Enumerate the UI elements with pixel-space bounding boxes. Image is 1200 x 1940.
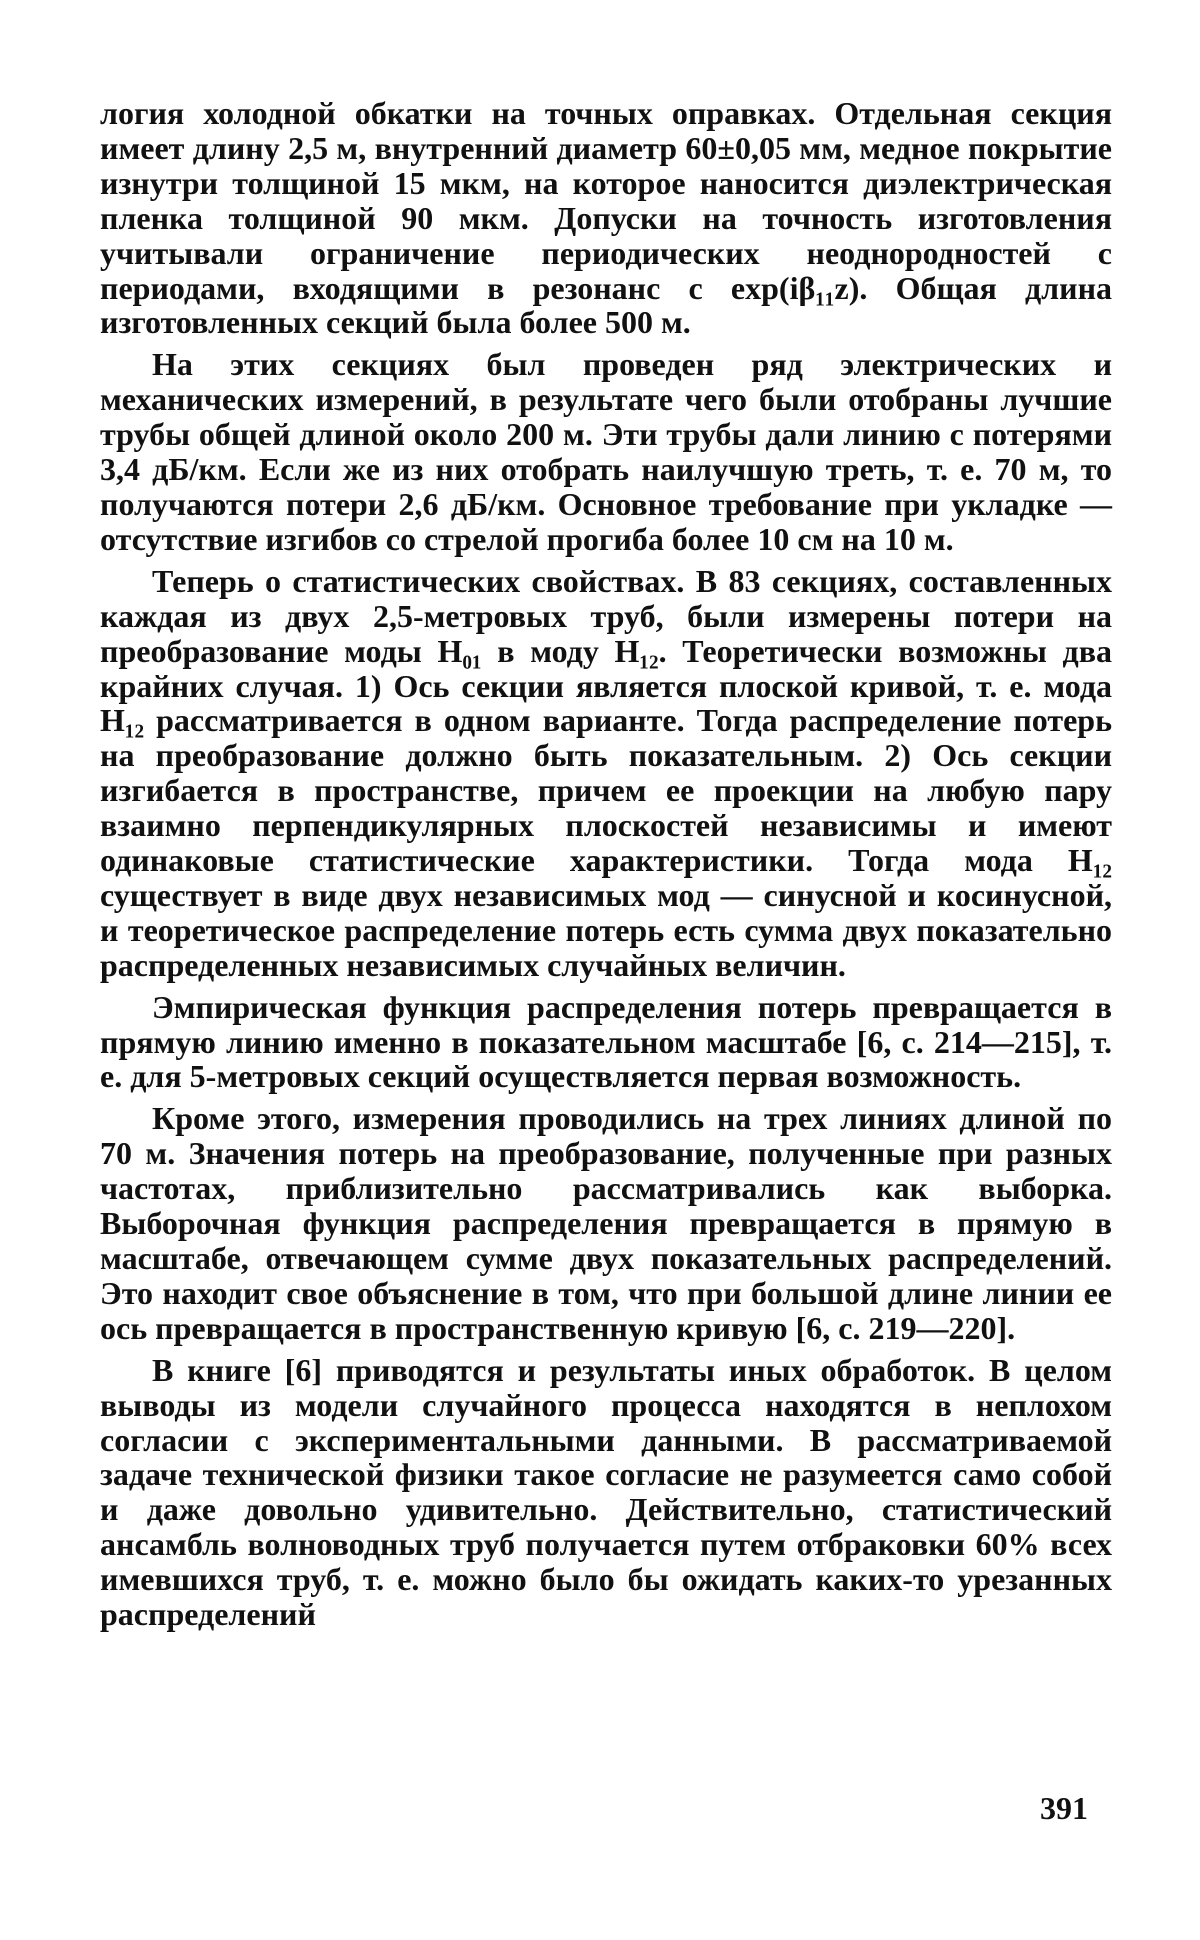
- paragraph-book: В книге [6] приводятся и результаты иных обработок. В целом выводы из модели случайного процесса находятся в неплохом согласии с экспериментальными данными. В рассматриваемой задаче технической физики такое согласие не разумеется само собой и даже довольно удивительно. Действительно, статистический ансамбль волноводных труб получается путем отбраковки 60% всех имевшихся труб, т. е. можно было бы ожидать каких-то урезанных распределений: [100, 1351, 1112, 1633]
- body-text: [100, 96, 1112, 1639]
- paragraph-measurements: На этих секциях был проведен ряд электрических и механических измерений, в результате чего были отобраны лучшие трубы общей длиной около 200 м. Эти трубы дали линию с потерями 3,4 дБ/км. Если же из них отобрать наилучшую треть, т. е. 70 м, то получаются потери 2,6 дБ/км. Основное требование при укладке — отсутствие изгибов со стрелой прогиба более 10 см на 10 м.: [100, 346, 1112, 557]
- paragraph-continued: логия холодной обкатки на точных оправках. Отдельная секция имеет длину 2,5 м, внутренний диаметр 60±0,05 мм, медное покрытие изнутри толщиной 15 мкм, на которое наносится диэлектрическая пленка толщиной 90 мкм. Допуски на точность изготовления учитывали ограничение периодических неоднородностей с периодами, входящими в резонанс с exp(iβ₁₁z). Общая длина изготовленных секций была более 500 м.: [100, 95, 1112, 341]
- paragraph-statistics: Теперь о статистических свойствах. В 83 секциях, составленных каждая из двух 2,5-метровых труб, были измерены потери на преобразование моды H₀₁ в моду H₁₂. Теоретически возможны два крайних случая. 1) Ось секции является плоской кривой, т. е. мода H₁₂ рассматривается в одном варианте. Тогда распределение потерь на преобразование должно быть показательным. 2) Ось секции изгибается в пространстве, причем ее проекции на любую пару взаимно перпендикулярных плоскостей независимы и имеют одинаковые статистические характеристики. Тогда мода H₁₂ существует в виде двух независимых мод — синусной и косинусной, и теоретическое распределение потерь есть сумма двух показательно распределенных независимых случайных величин.: [100, 562, 1112, 983]
- paragraph-empirical: Эмпирическая функция распределения потерь превращается в прямую линию именно в показательном масштабе [6, с. 214—215], т. е. для 5-метровых секций осуществляется первая возможность.: [100, 988, 1112, 1095]
- paragraph-lines: Кроме этого, измерения проводились на трех линиях длиной по 70 м. Значения потерь на преобразование, полученные при разных частотах, приблизительно рассматривались как выборка. Выборочная функция распределения превращается в прямую в масштабе, отвечающем сумме двух показательных распределений. Это находит свое объяснение в том, что при большой длине линии ее ось превращается в пространственную кривую [6, с. 219—220].: [100, 1100, 1112, 1346]
- page-number: 391: [1040, 1790, 1088, 1826]
